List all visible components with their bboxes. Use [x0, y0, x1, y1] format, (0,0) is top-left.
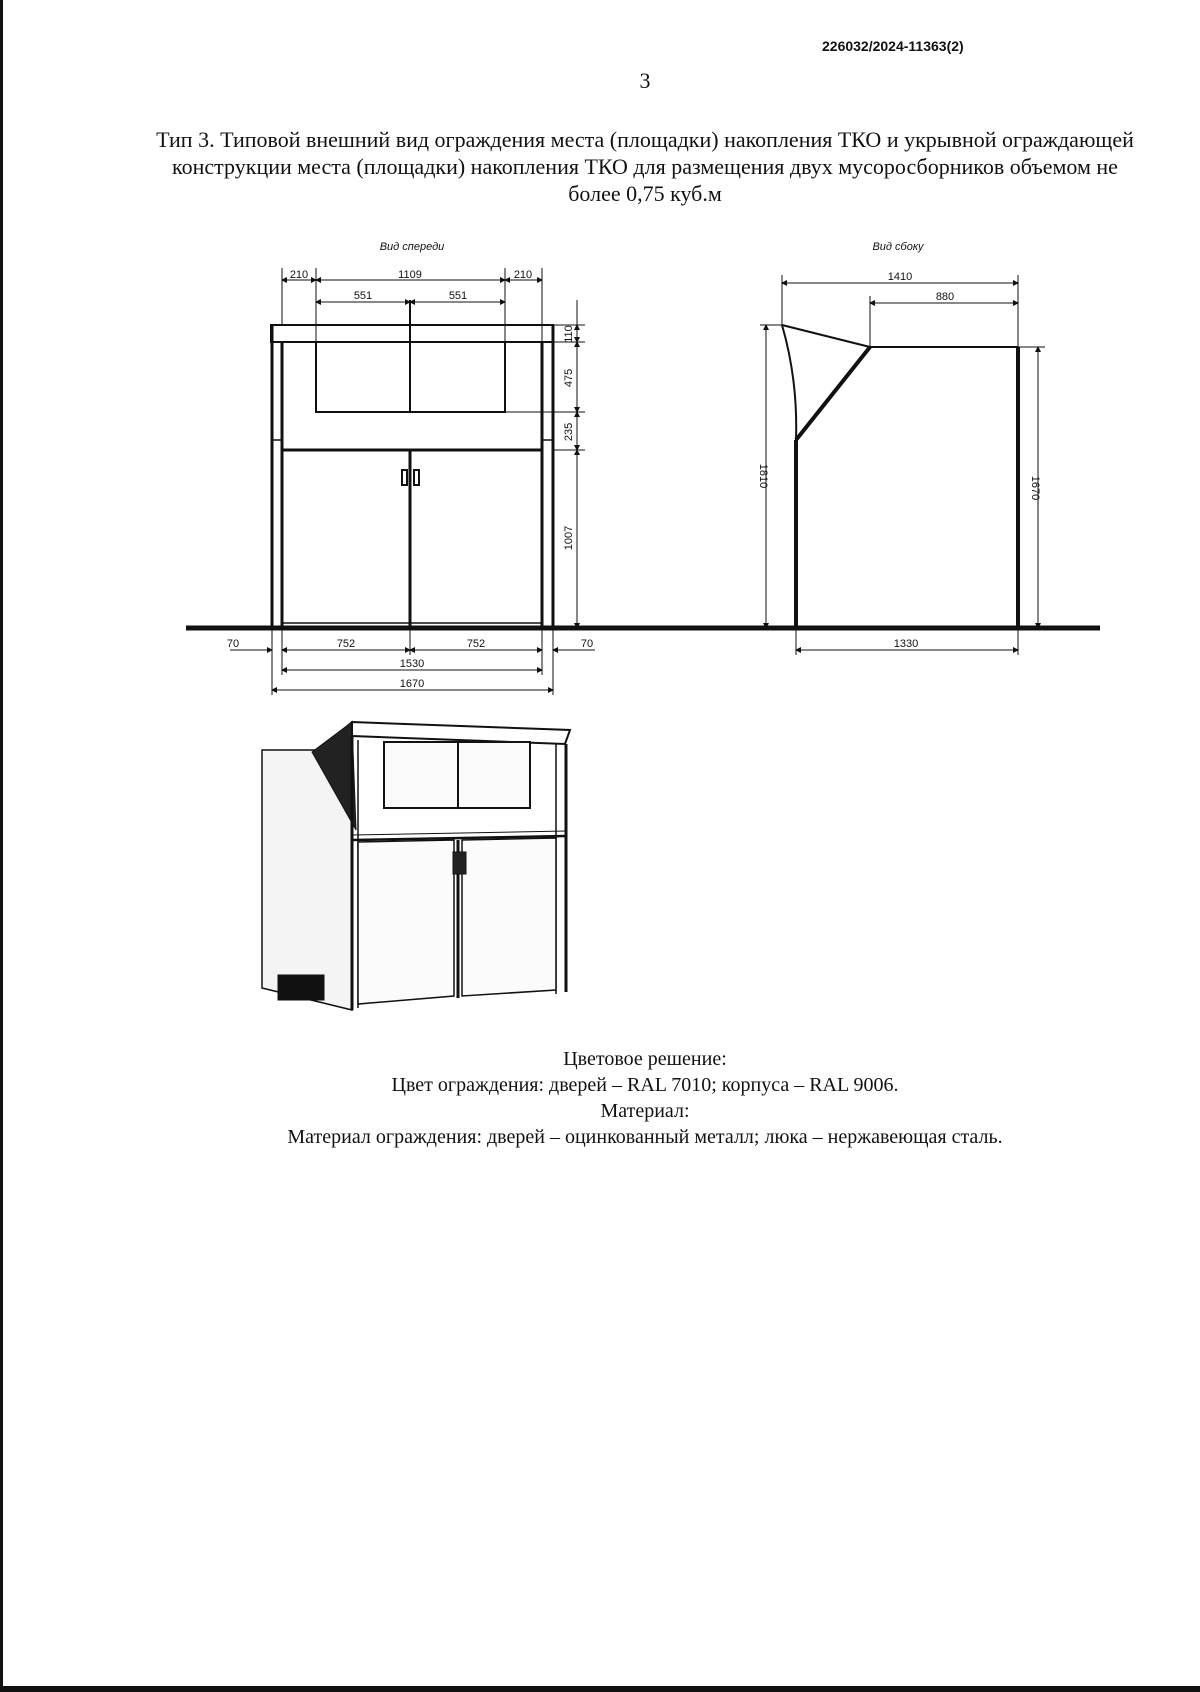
dim-base-door-left: 752 — [336, 638, 356, 650]
color-heading: Цветовое решение: — [563, 1048, 727, 1070]
side-view-caption: Вид сбоку — [872, 241, 924, 253]
dim-width-inner: 1530 — [399, 658, 425, 670]
dim-base-left: 70 — [226, 638, 240, 650]
material-heading: Материал: — [600, 1100, 690, 1122]
dim-base-right: 70 — [580, 638, 594, 650]
document-title: Тип 3. Типовой внешний вид ограждения места (площадки) накопления ТКО и укрывной ограждающей конструкции места (площадки) накопления ТКО для размещения двух мусоросборников объемом не более 0,75 куб.м — [156, 127, 1134, 206]
dim-top-right: 210 — [513, 269, 533, 281]
dim-h-window: 475 — [563, 368, 575, 388]
dim-h-door: 1007 — [563, 525, 575, 551]
dim-top-total: 1109 — [398, 269, 422, 281]
side-view — [782, 325, 1018, 628]
dim-side-top-total: 1410 — [887, 271, 913, 283]
dim-panel-left: 551 — [353, 290, 373, 302]
technical-drawing — [0, 220, 1200, 1020]
dim-panel-right: 551 — [448, 290, 468, 302]
page-number: 3 — [639, 68, 651, 93]
dim-side-height-back: 1670 — [1029, 475, 1041, 501]
front-dimension-lines — [230, 268, 595, 695]
dim-base-door-right: 752 — [466, 638, 486, 650]
dim-side-height-front: 1810 — [757, 463, 769, 489]
document-number: 226032/2024-11363(2) — [822, 38, 964, 54]
color-text: Цвет ограждения: дверей – RAL 7010; корпуса – RAL 9006. — [391, 1074, 899, 1096]
dim-width-total: 1670 — [399, 678, 425, 690]
dim-h-roof: 110 — [563, 325, 575, 343]
side-dimension-lines — [760, 275, 1045, 655]
material-text: Материал ограждения: дверей – оцинкованный металл; люка – нержавеющая сталь. — [287, 1126, 1003, 1148]
isometric-view — [262, 722, 570, 1010]
dim-side-top-roof: 880 — [935, 291, 955, 303]
front-view — [271, 300, 553, 628]
front-view-caption: Вид спереди — [379, 241, 445, 253]
dim-side-base: 1330 — [893, 638, 919, 650]
dim-h-gap: 235 — [563, 422, 575, 442]
dim-top-left: 210 — [289, 269, 309, 281]
page-border-bottom — [0, 1686, 1200, 1692]
